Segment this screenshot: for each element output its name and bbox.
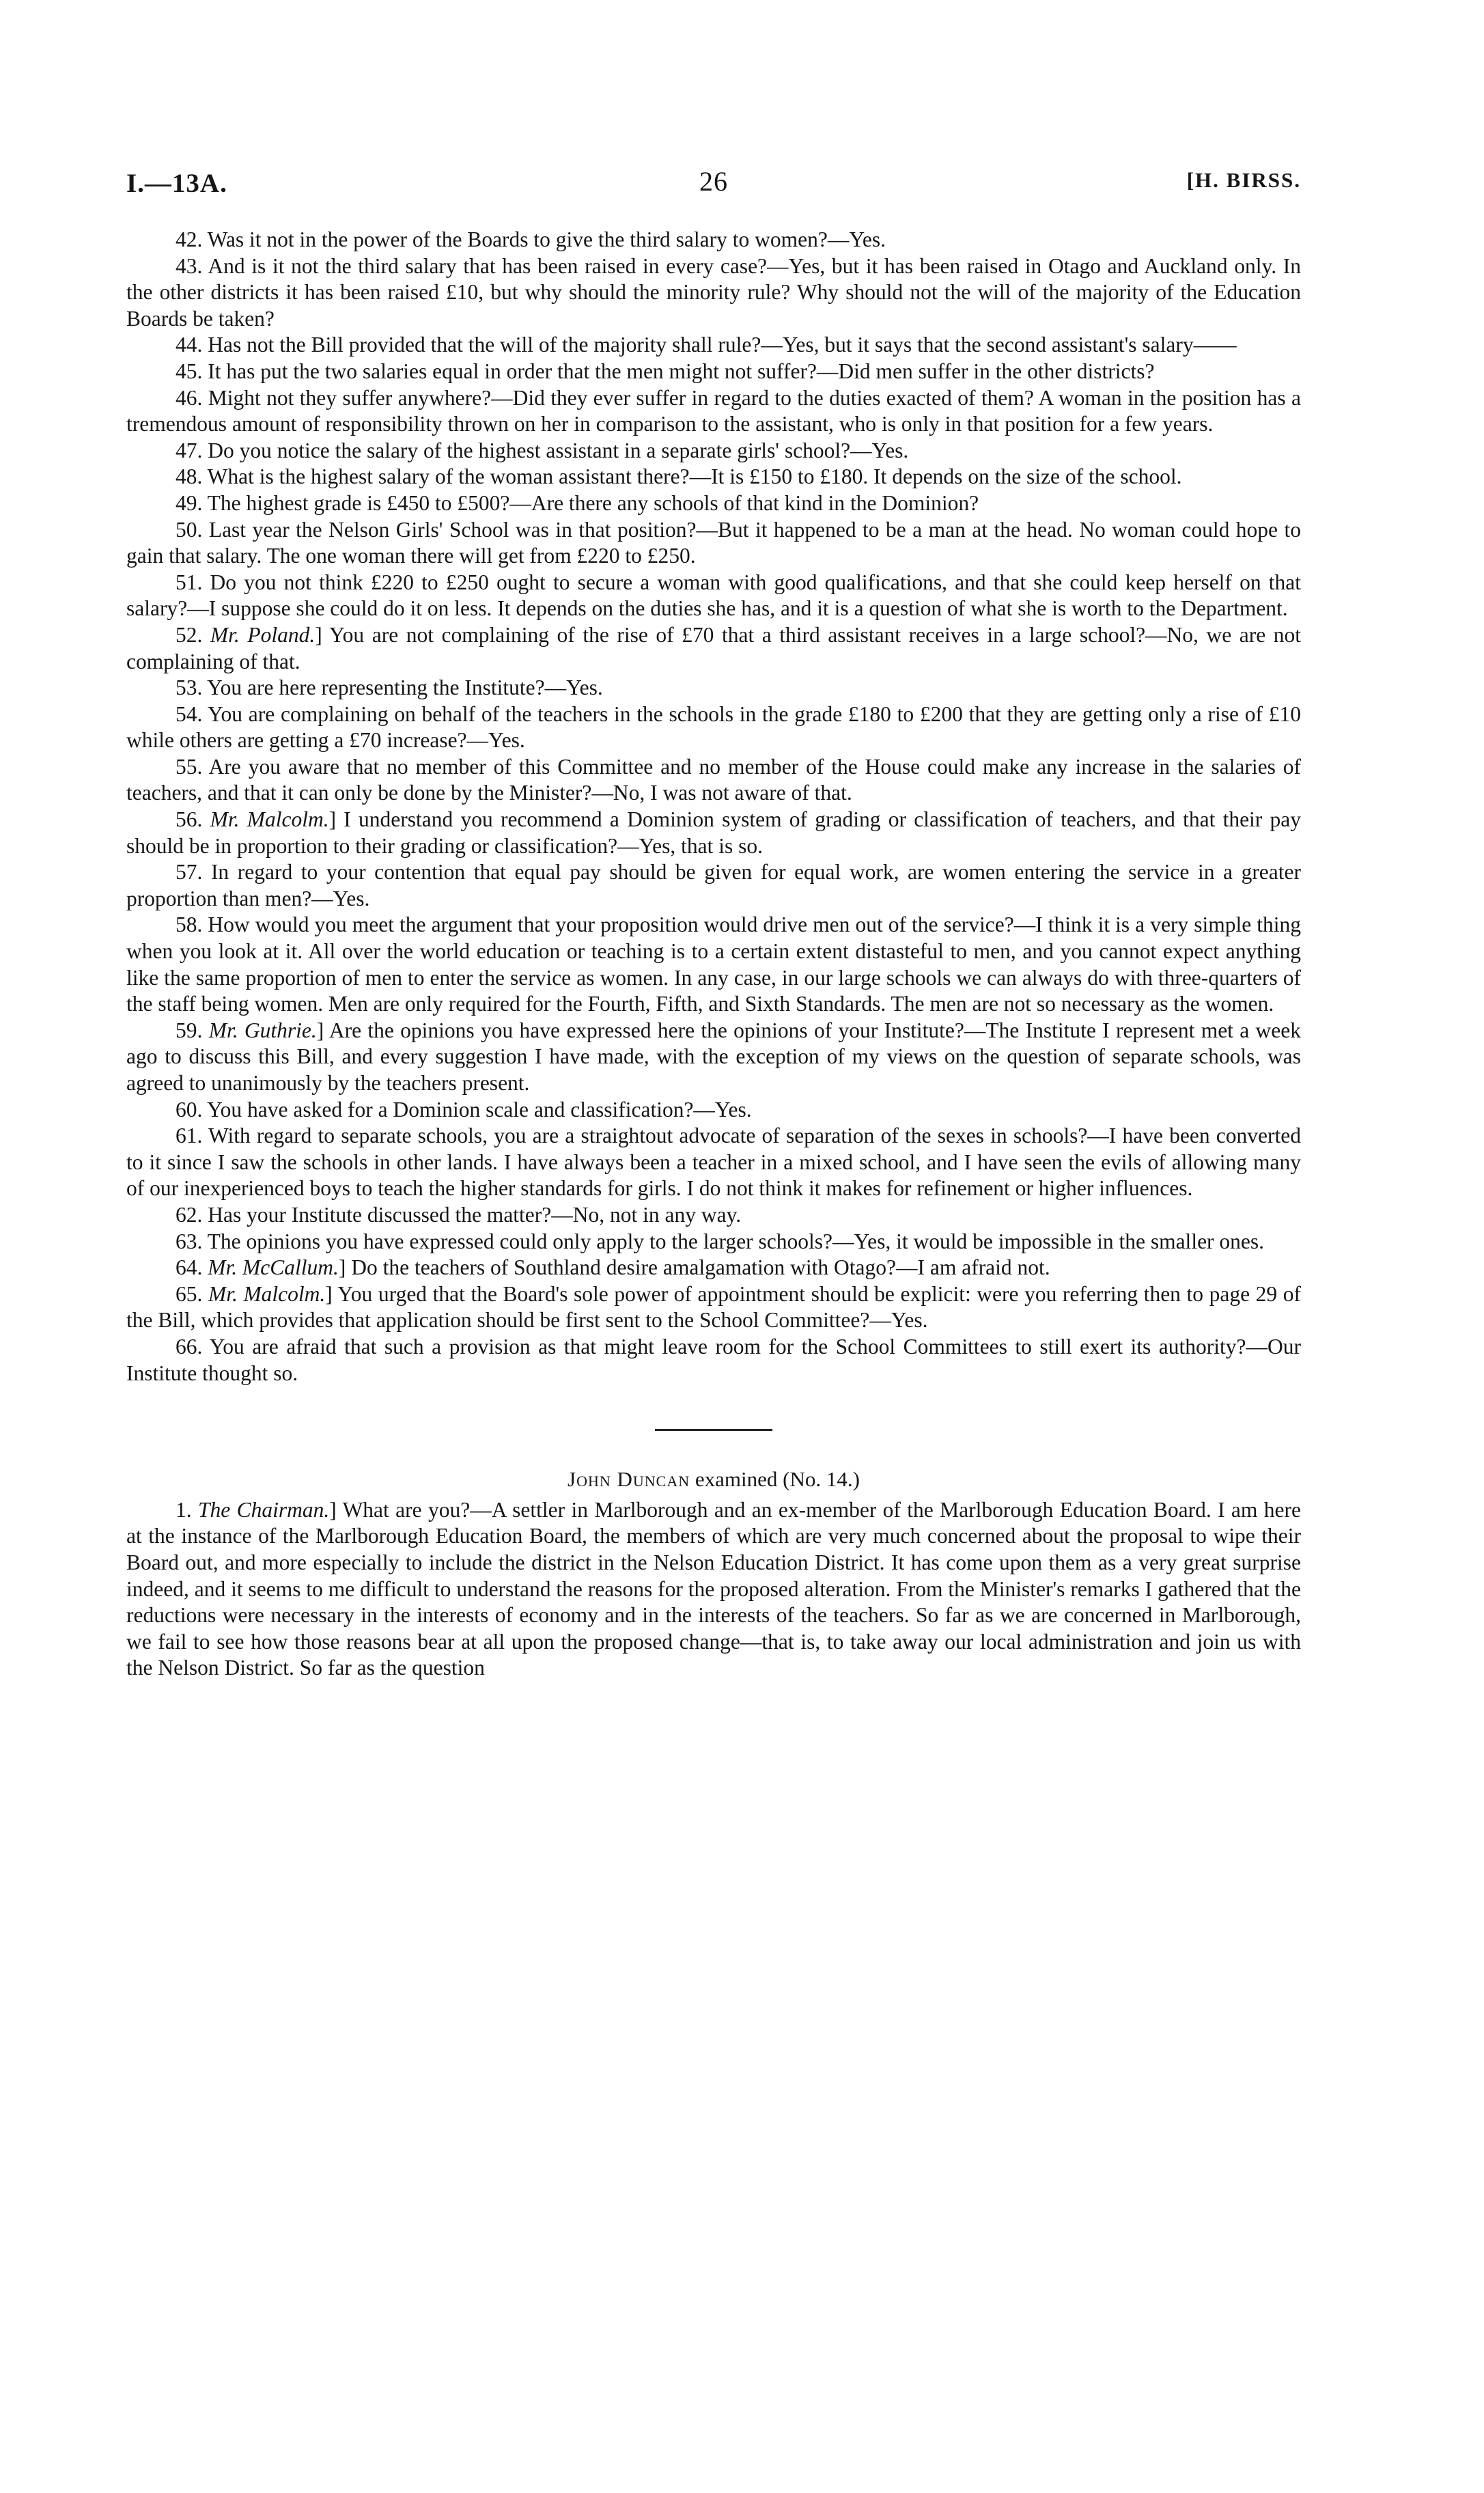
evidence-paragraph bbox=[126, 1334, 1301, 1387]
paragraph-text: ] Do the teachers of Southland desire amalgamation with Otago?—I am afraid not. bbox=[338, 1255, 1050, 1280]
speaker-name: Mr. Poland. bbox=[210, 622, 316, 647]
speaker-name: The Chairman. bbox=[198, 1497, 330, 1522]
paragraph-text: 64. bbox=[176, 1255, 208, 1280]
paragraph-text: 63. The opinions you have expressed could only apply to the larger schools?—Yes, it would be impossible in the smaller ones. bbox=[176, 1229, 1265, 1253]
page-number: 26 bbox=[699, 166, 728, 197]
paragraph-text: ] Are the opinions you have expressed here the opinions of your Institute?—The Institute I represent met a week ago to discuss this Bill, and every suggestion I have made, with the exception of my views on the question of separate schools, was agreed to unanimously by the teachers present. bbox=[126, 1018, 1301, 1095]
paper-reference: I.—13A. bbox=[126, 169, 227, 198]
evidence-paragraph bbox=[126, 1281, 1301, 1334]
paragraph-text: 50. Last year the Nelson Girls' School was in that position?—But it happened to be a man at the head. No woman could hope to gain that salary. The one woman there will get from £220 to £250. bbox=[126, 517, 1301, 568]
evidence-paragraph bbox=[126, 227, 1301, 253]
evidence-paragraph bbox=[126, 859, 1301, 912]
paragraph-text: 65. bbox=[176, 1281, 208, 1306]
speaker-name: Mr. Malcolm. bbox=[208, 1281, 326, 1306]
witness-heading-rest: examined (No. 14.) bbox=[690, 1467, 860, 1492]
witness-heading bbox=[126, 1466, 1301, 1493]
paragraph-text: ] What are you?—A settler in Marlborough and an ex-member of the Marlborough Education Board. I am here at the instance of the Marlborough Education Board, the members of which are very much concerned about the proposal to wipe their Board out, and more especially to include the district in the Nelson Education District. It has come upon them as a very great surprise indeed, and it seems to me difficult to understand the reasons for the proposed alteration. From the Minister's remarks I gathered that the reductions were necessary in the interests of economy and in the interests of the teachers. So far as we are concerned in Marlborough, we fail to see how those reasons bear at all upon the proposed change—that is, to take away our local administration and join us with the Nelson District. So far as the question bbox=[126, 1497, 1301, 1680]
paragraph-text: 55. Are you aware that no member of this Committee and no member of the House could make any increase in the salaries of teachers, and that it can only be done by the Minister?—No, I was not aware of that. bbox=[126, 754, 1301, 805]
paragraph-text: ] You are not complaining of the rise of £70 that a third assistant receives in a large school?—No, we are not complaining of that. bbox=[126, 622, 1301, 673]
evidence-paragraph bbox=[126, 912, 1301, 1017]
paragraph-text: 47. Do you notice the salary of the highest assistant in a separate girls' school?—Yes. bbox=[176, 438, 909, 462]
evidence-paragraph bbox=[126, 1255, 1301, 1281]
evidence-paragraph bbox=[126, 622, 1301, 675]
section-divider bbox=[655, 1429, 772, 1431]
evidence-paragraph bbox=[126, 570, 1301, 622]
paragraph-text: 62. Has your Institute discussed the matter?—No, not in any way. bbox=[176, 1202, 742, 1227]
speaker-name: Mr. Malcolm. bbox=[210, 807, 329, 832]
paragraph-text: 48. What is the highest salary of the woman assistant there?—It is £150 to £180. It depends on the size of the school. bbox=[176, 464, 1182, 489]
evidence-paragraph bbox=[126, 464, 1301, 490]
paragraph-text: 60. You have asked for a Dominion scale and classification?—Yes. bbox=[176, 1097, 752, 1122]
evidence-paragraph bbox=[126, 359, 1301, 385]
speaker-name: Mr. Guthrie. bbox=[208, 1018, 317, 1042]
paragraph-text: 52. bbox=[176, 622, 210, 647]
evidence-paragraph bbox=[126, 1097, 1301, 1124]
duncan-evidence-list bbox=[126, 1497, 1301, 1682]
speaker-name: Mr. McCallum. bbox=[208, 1255, 339, 1280]
paragraph-text: ] You urged that the Board's sole power of appointment should be explicit: were you referring then to page 29 of the Bill, which provides that application should be first sent to the School Committee?—Yes. bbox=[126, 1281, 1301, 1333]
evidence-paragraph bbox=[126, 332, 1301, 359]
witness-name: John Duncan bbox=[568, 1467, 690, 1492]
paragraph-text: 59. bbox=[176, 1018, 209, 1042]
document-page bbox=[126, 161, 1301, 1682]
paragraph-text: 58. How would you meet the argument that your proposition would drive men out of the service?—I think it is a very simple thing when you look at it. All over the world education or teaching is to a certain extent distasteful to men, and you cannot expect anything like the same proportion of men to enter the service as women. In any case, in our large schools we can always do with three-quarters of the staff being women. Men are only required for the Fourth, Fifth, and Sixth Standards. The men are not so necessary as the women. bbox=[126, 913, 1301, 1016]
evidence-paragraph bbox=[126, 701, 1301, 754]
paragraph-text: 57. In regard to your contention that equal pay should be given for equal work, are women entering the service in a greater proportion than men?—Yes. bbox=[126, 860, 1301, 910]
evidence-paragraph bbox=[126, 438, 1301, 464]
evidence-paragraph bbox=[126, 675, 1301, 701]
question-answer-list bbox=[126, 227, 1301, 1387]
paragraph-text: 51. Do you not think £220 to £250 ought to secure a woman with good qualifications, and that she could keep herself on that salary?—I suppose she could do it on less. It depends on the duties she has, and it is a question of what she is worth to the Department. bbox=[126, 570, 1301, 621]
evidence-paragraph bbox=[126, 385, 1301, 438]
paragraph-text: 56. bbox=[176, 807, 210, 832]
paragraph-text: 44. Has not the Bill provided that the will of the majority shall rule?—Yes, but it says that the second assistant's salary—— bbox=[176, 333, 1237, 357]
paragraph-text: 54. You are complaining on behalf of the teachers in the schools in the grade £180 to £200 that they are getting only a rise of £10 while others are getting a £70 increase?—Yes. bbox=[126, 701, 1301, 753]
paragraph-text: 45. It has put the two salaries equal in order that the men might not suffer?—Did men suffer in the other districts? bbox=[176, 359, 1155, 383]
evidence-body bbox=[126, 227, 1301, 1682]
paragraph-text: 61. With regard to separate schools, you are a straightout advocate of separation of the sexes in schools?—I have been converted to it since I saw the schools in other lands. I have always been a teacher in a mixed school, and I have seen the evils of allowing many of our inexperienced boys to teach the higher standards for girls. I do not think it makes for refinement or higher influences. bbox=[126, 1124, 1301, 1201]
paragraph-text: 42. Was it not in the power of the Boards to give the third salary to women?—Yes. bbox=[176, 227, 886, 251]
evidence-paragraph bbox=[126, 754, 1301, 807]
evidence-paragraph bbox=[126, 490, 1301, 517]
paragraph-text: 66. You are afraid that such a provision as that might leave room for the School Committees to still exert its authority?—Our Institute thought so. bbox=[126, 1334, 1301, 1385]
paragraph-text: ] I understand you recommend a Dominion system of grading or classification of teachers, and that their pay should be in proportion to their grading or classification?—Yes, that is so. bbox=[126, 807, 1302, 858]
evidence-paragraph bbox=[126, 807, 1301, 859]
paragraph-text: 43. And is it not the third salary that has been raised in every case?—Yes, but it has been raised in Otago and Auckland only. In the other districts it has been raised £10, but why should the minority rule? Why should not the will of the majority of the Education Boards be taken? bbox=[126, 253, 1301, 331]
evidence-paragraph bbox=[126, 1497, 1301, 1682]
evidence-paragraph bbox=[126, 1202, 1301, 1229]
evidence-paragraph bbox=[126, 517, 1301, 570]
page-header bbox=[126, 161, 1301, 209]
evidence-paragraph bbox=[126, 1123, 1301, 1202]
paragraph-text: 46. Might not they suffer anywhere?—Did they ever suffer in regard to the duties exacted of them? A woman in the position has a tremendous amount of responsibility thrown on her in comparison to the assistant, who is only in that position for a few years. bbox=[126, 385, 1301, 436]
evidence-paragraph bbox=[126, 253, 1301, 333]
evidence-paragraph bbox=[126, 1018, 1301, 1097]
paragraph-text: 49. The highest grade is £450 to £500?—Are there any schools of that kind in the Dominion? bbox=[176, 490, 979, 515]
paragraph-text: 53. You are here representing the Institute?—Yes. bbox=[176, 676, 603, 700]
witness-reference: [H. BIRSS. bbox=[1186, 168, 1301, 192]
evidence-paragraph bbox=[126, 1229, 1301, 1255]
paragraph-text: 1. bbox=[176, 1497, 198, 1522]
